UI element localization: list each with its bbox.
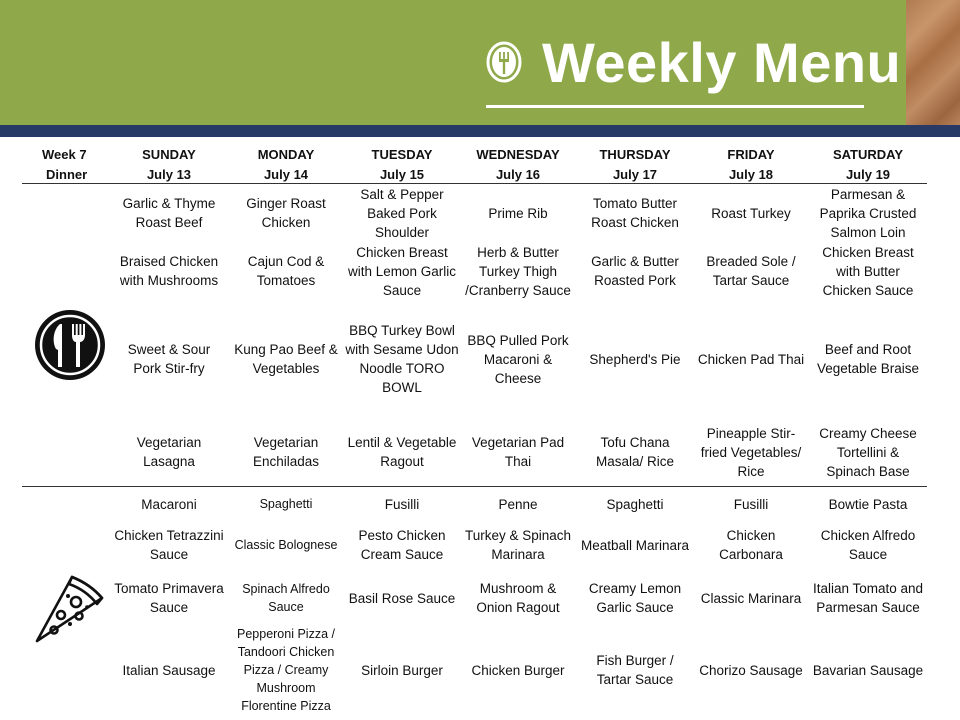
menu-item: Chicken Carbonara xyxy=(719,528,783,562)
day-date: July 18 xyxy=(728,167,774,182)
menu-item: Herb & Butter Turkey Thigh /Cranberry Sauce xyxy=(465,244,571,298)
menu-item: BBQ Pulled Pork Macaroni & Cheese xyxy=(467,332,569,386)
menu-item: Chicken Pad Thai xyxy=(697,351,805,367)
menu-item: Chicken Breast with Butter Chicken Sauce xyxy=(822,244,914,298)
week-meal-header xyxy=(28,145,108,185)
menu-item: Chicken Burger xyxy=(471,662,565,678)
day-header xyxy=(112,145,226,185)
menu-item: Sweet & Sour Pork Stir-fry xyxy=(127,342,211,376)
menu-item: Cajun Cod & Tomatoes xyxy=(247,254,325,288)
menu-item: Fish Burger / Tartar Sauce xyxy=(596,653,674,687)
menu-item: Prime Rib xyxy=(488,205,548,221)
menu-item: Garlic & Butter Roasted Pork xyxy=(591,254,679,288)
meal-label: Dinner xyxy=(46,167,88,182)
menu-item: Tomato Primavera Sauce xyxy=(114,581,224,615)
menu-item: Chorizo Sausage xyxy=(699,662,803,678)
menu-item: Kung Pao Beef & Vegetables xyxy=(234,342,338,376)
menu-item: Fusilli xyxy=(384,496,420,512)
day-name: THURSDAY xyxy=(599,147,671,162)
day-date: July 13 xyxy=(146,167,192,182)
fork-logo-icon xyxy=(486,40,522,84)
menu-item: Vegetarian Enchiladas xyxy=(252,435,320,469)
day-header xyxy=(229,145,343,185)
pizza-slice-icon xyxy=(32,572,106,646)
day-name: TUESDAY xyxy=(371,147,433,162)
day-name: WEDNESDAY xyxy=(476,147,560,162)
day-date: July 17 xyxy=(612,167,658,182)
day-date: July 15 xyxy=(379,167,425,182)
menu-item: Tofu Chana Masala/ Rice xyxy=(595,435,675,469)
menu-item: Turkey & Spinach Marinara xyxy=(464,528,572,562)
day-date: July 16 xyxy=(495,167,541,182)
banner-stripe xyxy=(0,125,960,137)
day-header xyxy=(461,145,575,185)
menu-item: Italian Sausage xyxy=(122,662,216,678)
menu-item: Vegetarian Pad Thai xyxy=(471,435,565,469)
menu-item: Fusilli xyxy=(733,496,769,512)
menu-item: Creamy Lemon Garlic Sauce xyxy=(588,581,682,615)
menu-item: Classic Bolognese xyxy=(234,538,338,552)
menu-item: Ginger Roast Chicken xyxy=(246,196,326,230)
menu-item: Bavarian Sausage xyxy=(812,662,924,678)
menu-item: Spinach Alfredo Sauce xyxy=(242,582,330,614)
day-name: MONDAY xyxy=(257,147,315,162)
menu-item: Meatball Marinara xyxy=(580,537,690,553)
day-name: SUNDAY xyxy=(142,147,196,162)
day-header xyxy=(694,145,808,185)
menu-item: Sirloin Burger xyxy=(361,662,443,678)
menu-item: Roast Turkey xyxy=(711,205,791,221)
menu-item: Garlic & Thyme Roast Beef xyxy=(122,196,216,230)
menu-item: Braised Chicken with Mushrooms xyxy=(119,254,219,288)
menu-item: Beef and Root Vegetable Braise xyxy=(816,342,920,376)
section-divider xyxy=(22,486,927,487)
menu-item: Spaghetti xyxy=(259,497,313,511)
menu-item: Creamy Cheese Tortellini & Spinach Base xyxy=(819,425,917,479)
menu-item: Penne xyxy=(498,496,538,512)
menu-item: Parmesan & Paprika Crusted Salmon Loin xyxy=(819,186,917,240)
day-date: July 19 xyxy=(845,167,891,182)
page-title: Weekly Menu xyxy=(542,31,902,94)
menu-item: Spaghetti xyxy=(606,496,664,512)
menu-item: Classic Marinara xyxy=(700,590,802,606)
menu-item: BBQ Turkey Bowl with Sesame Udon Noodle TORO BOWL xyxy=(345,323,459,395)
menu-item: Bowtie Pasta xyxy=(828,496,908,512)
fork-knife-icon xyxy=(34,309,106,381)
menu-item: Chicken Alfredo Sauce xyxy=(820,528,916,562)
menu-item: Vegetarian Lasagna xyxy=(136,435,202,469)
day-header xyxy=(345,145,459,185)
menu-item: Pepperoni Pizza / Tandoori Chicken Pizza / Creamy Mushroom Florentine Pizza xyxy=(237,627,335,713)
day-name: SATURDAY xyxy=(832,147,904,162)
menu-item: Lentil & Vegetable Ragout xyxy=(347,435,457,469)
menu-item: Breaded Sole / Tartar Sauce xyxy=(706,254,796,288)
week-label: Week 7 xyxy=(42,147,87,162)
menu-item: Macaroni xyxy=(141,496,197,512)
menu-item: Tomato Butter Roast Chicken xyxy=(591,196,679,230)
menu-item: Chicken Tetrazzini Sauce xyxy=(114,528,224,562)
title-underline xyxy=(486,105,864,108)
menu-item: Italian Tomato and Parmesan Sauce xyxy=(812,581,924,615)
menu-item: Pesto Chicken Cream Sauce xyxy=(358,528,446,562)
day-name: FRIDAY xyxy=(727,147,775,162)
menu-item: Basil Rose Sauce xyxy=(348,590,456,606)
day-header xyxy=(578,145,692,185)
menu-item: Chicken Breast with Lemon Garlic Sauce xyxy=(347,244,457,298)
day-date: July 14 xyxy=(263,167,309,182)
day-header xyxy=(811,145,925,185)
menu-item: Salt & Pepper Baked Pork Shoulder xyxy=(360,186,444,240)
menu-item: Pineapple Stir-fried Vegetables/ Rice xyxy=(700,425,802,479)
menu-item: Shepherd's Pie xyxy=(589,351,681,367)
wood-texture xyxy=(906,0,960,125)
menu-item: Mushroom & Onion Ragout xyxy=(476,581,560,615)
